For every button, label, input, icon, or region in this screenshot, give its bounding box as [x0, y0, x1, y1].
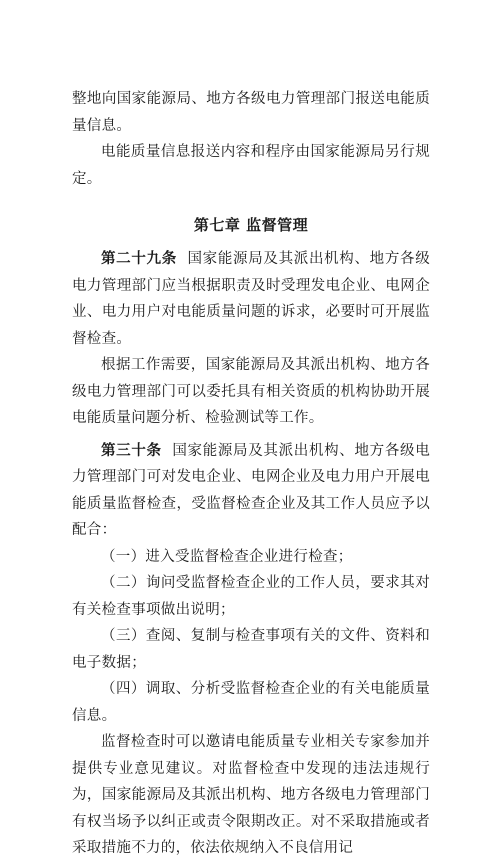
article-30-item-3: （三）查阅、复制与检查事项有关的文件、资料和电子数据；: [72, 628, 430, 671]
report-rule-paragraph: 电能质量信息报送内容和程序由国家能源局另行规定。: [72, 144, 430, 187]
article-30-item-1: （一）进入受监督检查企业进行检查；: [101, 548, 353, 565]
article-30-text: 国家能源局及其派出机构、地方各级电力管理部门可对发电企业、电网企业及电力用户开展电能质量监督检查，受监督检查企业及其工作人员应予以配合：: [72, 442, 431, 538]
article-29-text: 国家能源局及其派出机构、地方各级电力管理部门应当根据职责及时受理发电企业、电网企业、电力用户对电能质量问题的诉求，必要时可开展监督检查。: [72, 251, 430, 347]
article-30-item-4: （四）调取、分析受监督检查企业的有关电能质量信息。: [72, 681, 430, 724]
article-29-paragraph-2: 根据工作需要，国家能源局及其派出机构、地方各级电力管理部门可以委托具有相关资质的机构协助开展电能质量问题分析、检验测试等工作。: [72, 357, 430, 426]
chapter-title: 第七章 监督管理: [193, 216, 309, 234]
article-30-final-paragraph: 监督检查时可以邀请电能质量专业相关专家参加并提供专业意见建议。对监督检查中发现的违法违规行为，国家能源局及其派出机构、地方各级电力管理部门有权当场予以纠正或责令限期改正。对不采取措施或者采取措施不力的，依法依规纳入不良信用记: [72, 734, 430, 856]
article-30-item-2: （二）询问受监督检查企业的工作人员，要求其对有关检查事项做出说明；: [72, 575, 430, 618]
article-29-paragraph: [72, 246, 430, 352]
article-30-paragraph: [72, 438, 430, 544]
article-30-label: 第三十条: [101, 442, 162, 459]
continuation-paragraph: 整地向国家能源局、地方各级电力管理部门报送电能质量信息。: [72, 91, 430, 134]
article-29-label: 第二十九条: [101, 251, 177, 267]
